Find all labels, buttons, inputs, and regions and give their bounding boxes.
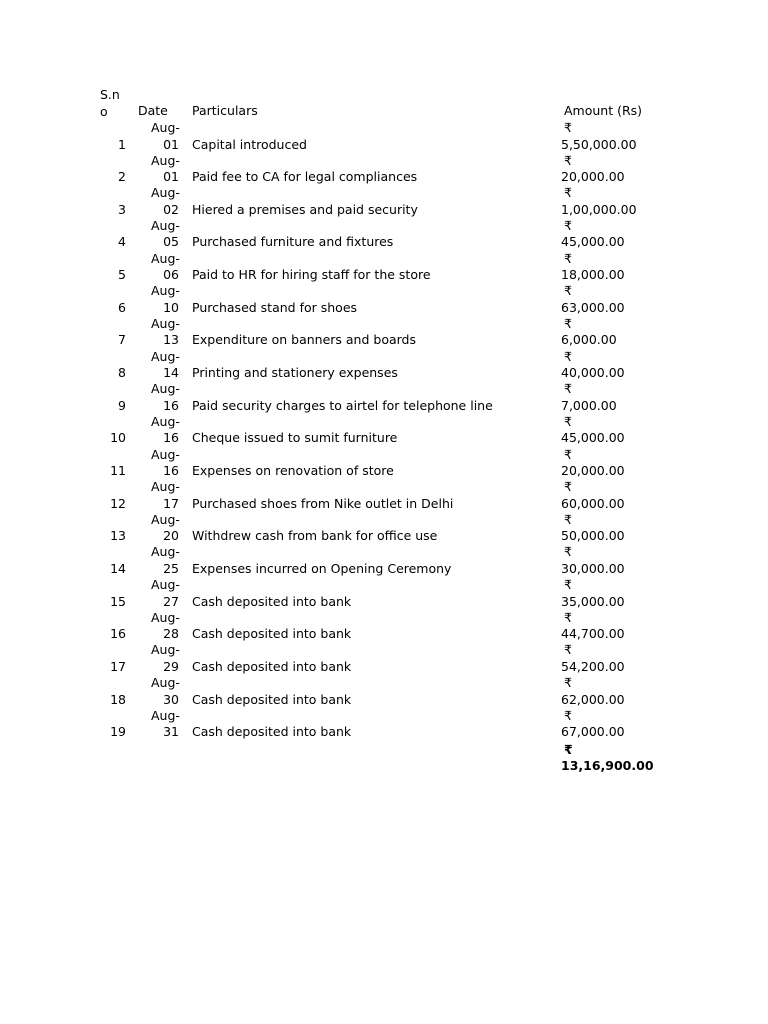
row-sno: 12 (110, 495, 126, 511)
row-currency-symbol: ₹ (564, 675, 572, 691)
row-date-day: 02 (163, 201, 179, 217)
row-sno: 13 (110, 528, 126, 544)
row-particulars: Capital introduced (192, 136, 307, 152)
row-currency-symbol: ₹ (564, 185, 572, 201)
table-row (0, 642, 768, 675)
row-particulars: Paid security charges to airtel for telephone line (192, 397, 493, 413)
row-date-month: Aug- (151, 381, 180, 397)
row-date-month: Aug- (151, 152, 180, 168)
row-amount: 7,000.00 (561, 397, 617, 413)
row-amount: 60,000.00 (561, 495, 625, 511)
row-sno: 15 (110, 593, 126, 609)
row-currency-symbol: ₹ (564, 609, 572, 625)
table-row (0, 185, 768, 218)
row-particulars: Hiered a premises and paid security (192, 201, 418, 217)
table-row (0, 218, 768, 251)
row-particulars: Cash deposited into bank (192, 658, 352, 674)
row-date-day: 28 (163, 626, 179, 642)
table-row (0, 316, 768, 349)
row-currency-symbol: ₹ (564, 707, 572, 723)
row-date-month: Aug- (151, 217, 180, 233)
row-particulars: Cheque issued to sumit furniture (192, 430, 398, 446)
table-row (0, 381, 768, 414)
row-amount: 63,000.00 (561, 299, 625, 315)
table-row (0, 153, 768, 186)
row-date-day: 16 (163, 463, 179, 478)
row-amount: 40,000.00 (561, 365, 625, 381)
row-amount: 67,000.00 (561, 724, 625, 740)
row-date-month: Aug- (151, 675, 180, 691)
row-currency-symbol: ₹ (564, 250, 572, 266)
row-currency-symbol: ₹ (564, 348, 572, 364)
row-currency-symbol: ₹ (564, 152, 572, 168)
row-date-day: 25 (163, 560, 179, 576)
table-row (0, 708, 768, 741)
row-sno: 7 (118, 332, 126, 348)
row-currency-symbol: ₹ (564, 577, 572, 593)
row-sno: 16 (110, 626, 126, 642)
row-amount: 5,50,000.00 (561, 136, 637, 152)
row-particulars: Printing and stationery expenses (192, 365, 398, 381)
row-sno: 10 (110, 430, 126, 446)
row-date-day: 06 (163, 267, 179, 283)
row-date-day: 30 (163, 691, 179, 707)
row-currency-symbol: ₹ (564, 511, 572, 527)
row-amount: 18,000.00 (561, 267, 625, 283)
row-currency-symbol: ₹ (564, 120, 572, 135)
row-date-day: 05 (163, 234, 179, 250)
row-date-month: Aug- (151, 544, 180, 560)
row-sno: 5 (118, 267, 126, 283)
table-row (0, 479, 768, 512)
table-row (0, 447, 768, 480)
table-row (0, 544, 768, 577)
row-date-month: Aug- (151, 479, 180, 495)
row-amount: 30,000.00 (561, 560, 625, 576)
row-sno: 9 (118, 397, 126, 413)
table-row (0, 283, 768, 316)
row-date-day: 01 (163, 136, 179, 152)
row-date-month: Aug- (151, 120, 180, 135)
row-amount: 44,700.00 (561, 626, 625, 642)
row-currency-symbol: ₹ (564, 544, 572, 560)
row-sno: 14 (110, 560, 126, 576)
row-currency-symbol: ₹ (564, 315, 572, 331)
row-amount: 1,00,000.00 (561, 201, 637, 217)
row-currency-symbol: ₹ (564, 446, 572, 462)
row-date-day: 17 (163, 495, 179, 511)
row-date-month: Aug- (151, 446, 180, 462)
row-particulars: Cash deposited into bank (192, 626, 352, 642)
header-date: Date (138, 103, 168, 118)
row-particulars: Paid to HR for hiring staff for the store (192, 267, 431, 283)
table-row (0, 414, 768, 447)
row-currency-symbol: ₹ (564, 413, 572, 429)
row-particulars: Expenses incurred on Opening Ceremony (192, 560, 452, 576)
row-currency-symbol: ₹ (564, 283, 572, 299)
row-sno: 19 (110, 724, 126, 740)
row-particulars: Cash deposited into bank (192, 691, 352, 707)
row-sno: 17 (110, 658, 126, 674)
row-amount: 20,000.00 (561, 463, 625, 478)
row-amount: 62,000.00 (561, 691, 625, 707)
row-sno: 1 (118, 136, 126, 152)
row-date-month: Aug- (151, 348, 180, 364)
row-date-month: Aug- (151, 250, 180, 266)
table-row (0, 512, 768, 545)
row-particulars: Expenditure on banners and boards (192, 332, 416, 348)
row-particulars: Purchased shoes from Nike outlet in Delhi (192, 495, 454, 511)
row-date-month: Aug- (151, 707, 180, 723)
row-particulars: Paid fee to CA for legal compliances (192, 169, 418, 185)
row-date-day: 13 (163, 332, 179, 348)
row-date-month: Aug- (151, 413, 180, 429)
row-date-month: Aug- (151, 283, 180, 299)
row-sno: 2 (118, 169, 126, 185)
row-sno: 6 (118, 299, 126, 315)
row-date-day: 20 (163, 528, 179, 544)
header-sno-line1: S.n (100, 87, 120, 102)
row-date-month: Aug- (151, 642, 180, 658)
row-date-day: 31 (163, 724, 179, 740)
row-particulars: Purchased stand for shoes (192, 299, 358, 315)
row-amount: 6,000.00 (561, 332, 617, 348)
row-amount: 54,200.00 (561, 658, 625, 674)
row-currency-symbol: ₹ (564, 381, 572, 397)
table-row (0, 251, 768, 284)
row-date-month: Aug- (151, 577, 180, 593)
row-date-month: Aug- (151, 609, 180, 625)
row-amount: 50,000.00 (561, 528, 625, 544)
row-currency-symbol: ₹ (564, 642, 572, 658)
row-amount: 20,000.00 (561, 169, 625, 185)
row-currency-symbol: ₹ (564, 479, 572, 495)
row-sno: 3 (118, 201, 126, 217)
row-particulars: Withdrew cash from bank for office use (192, 528, 438, 544)
row-particulars: Cash deposited into bank (192, 724, 352, 740)
row-date-month: Aug- (151, 185, 180, 201)
table-row (0, 675, 768, 708)
row-amount: 45,000.00 (561, 234, 625, 250)
row-date-day: 29 (163, 658, 179, 674)
header-amount: Amount (Rs) (564, 103, 643, 118)
row-amount: 35,000.00 (561, 593, 625, 609)
row-particulars: Purchased furniture and fixtures (192, 234, 394, 250)
row-sno: 11 (110, 463, 126, 478)
row-date-month: Aug- (151, 315, 180, 331)
row-currency-symbol: ₹ (564, 217, 572, 233)
row-date-day: 10 (163, 299, 179, 315)
table-row (0, 120, 768, 153)
row-sno: 18 (110, 691, 126, 707)
table-row (0, 577, 768, 610)
row-date-day: 16 (163, 397, 179, 413)
header-sno-line2: o (100, 103, 108, 119)
row-date-day: 14 (163, 365, 179, 381)
header-particulars: Particulars (192, 103, 258, 118)
row-sno: 4 (118, 234, 126, 250)
row-amount: 45,000.00 (561, 430, 625, 446)
row-date-day: 16 (163, 430, 179, 446)
row-sno: 8 (118, 365, 126, 381)
total-amount: 13,16,900.00 (561, 758, 654, 773)
row-particulars: Expenses on renovation of store (192, 463, 394, 478)
row-date-day: 27 (163, 593, 179, 609)
row-date-day: 01 (163, 169, 179, 185)
header-sno (100, 87, 120, 120)
row-date-month: Aug- (151, 511, 180, 527)
table-row (0, 610, 768, 643)
table-row (0, 349, 768, 382)
row-particulars: Cash deposited into bank (192, 593, 352, 609)
total-currency-symbol: ₹ (564, 742, 573, 757)
